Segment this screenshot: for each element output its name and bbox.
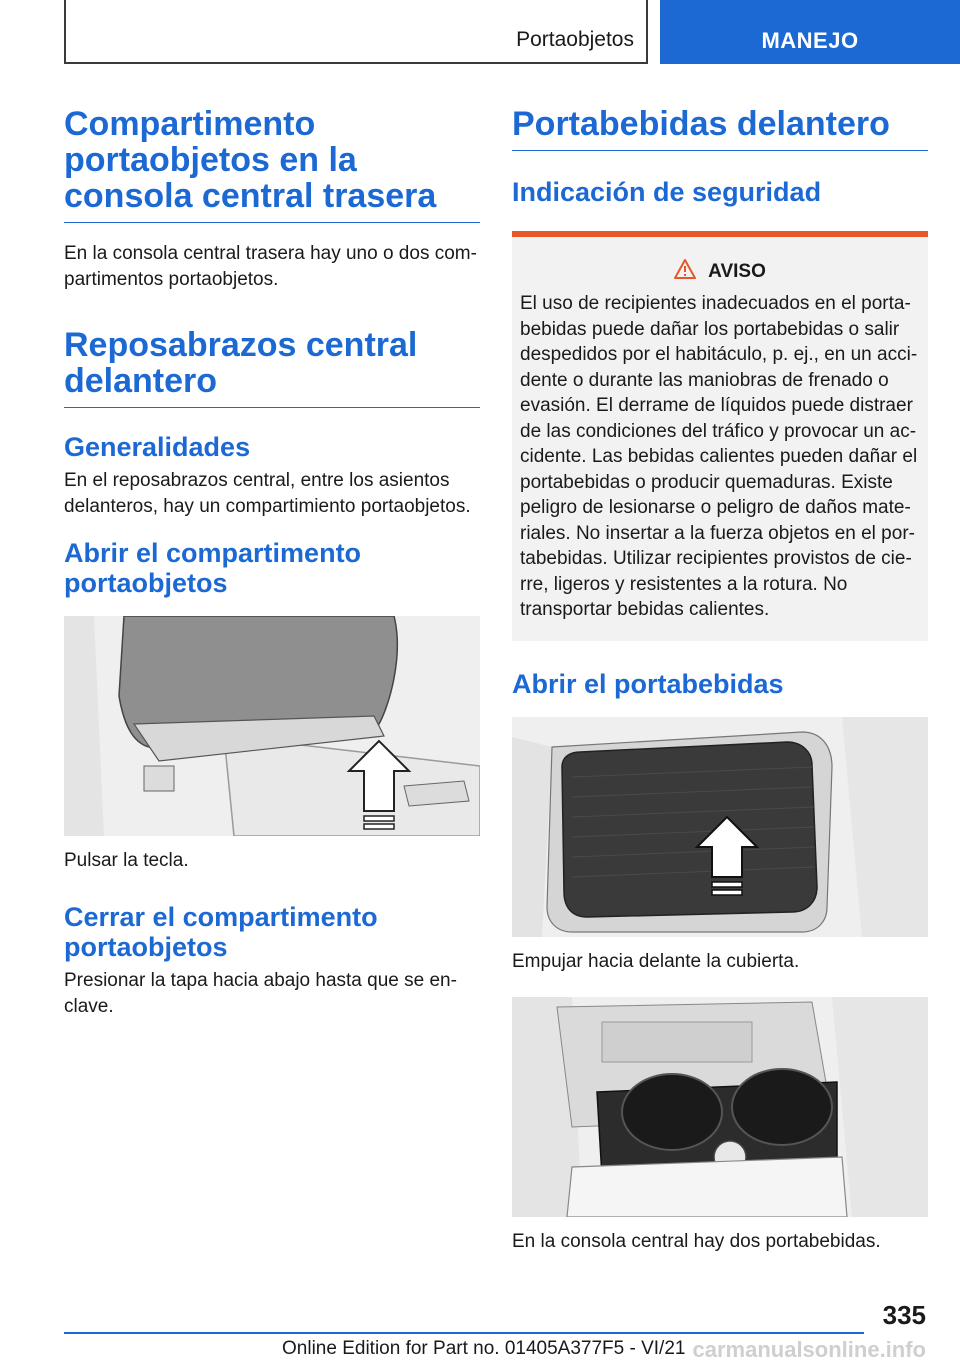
warning-text: El uso de recipientes inadecuados en el porta-bebidas puede dañar los portabebidas o salir despedidos por el habitáculo, p. ej., en un acci-dente o durante las maniobras de frenado o evasión. El derrame de líquidos puede distraer de las condiciones del tráfico y provocar un ac-cidente. Las bebidas calientes pueden dañar el portabebidas o producir quemaduras. Existe peligro de lesionarse o peligro de daños mate-riales. No insertar a la fuerza objetos en el por-tabebidas. Utilizar recipientes provistos de cie-rre, ligeros y resistentes a la rotura. No transportar bebidas calientes.: [520, 293, 918, 620]
caption-two-cupholders: En la consola central hay dos portabebidas.: [512, 1230, 881, 1252]
warning-box: [512, 237, 928, 641]
header-box: [64, 0, 648, 64]
heading-rear-console-compartment: Compartimento portaobjetos en la consola central trasera: [64, 100, 480, 223]
header-section-title: Portaobjetos: [516, 28, 634, 51]
warning-title: AVISO: [708, 261, 766, 282]
warning-title-row: [520, 259, 920, 285]
right-column: [512, 100, 928, 1255]
armrest-illustration: [64, 616, 480, 836]
watermark: carmanualsonline.info: [692, 1337, 926, 1362]
warning-triangle-icon: [674, 259, 696, 285]
caption-push-cover: Empujar hacia delante la cubierta.: [512, 950, 800, 972]
paragraph-close: Presionar la tapa hacia abajo hasta que se en-clave.: [64, 970, 457, 1017]
heading-safety: Indicación de seguridad: [512, 177, 822, 207]
heading-open-cupholder: Abrir el portabebidas: [512, 668, 784, 699]
page-number: 335: [882, 1300, 926, 1330]
left-column: [64, 100, 480, 1020]
heading-general: Generalidades: [64, 432, 251, 462]
heading-front-cupholder: Portabebidas delantero: [512, 100, 928, 151]
heading-open-compartment: Abrir el compartimento portaobjetos: [64, 538, 362, 598]
footer-edition: Online Edition for Part no. 01405A377F5 - VI/21: [282, 1338, 686, 1359]
cupholder-open-illustration: [512, 997, 928, 1217]
cupholder-cover-illustration: [512, 717, 928, 937]
heading-close-compartment: Cerrar el compartimento portaobjetos: [64, 902, 378, 962]
heading-front-armrest: Reposabrazos central delantero: [64, 319, 480, 408]
chapter-tab: MANEJO: [660, 0, 960, 64]
paragraph-rear-console: En la consola central trasera hay uno o dos com-partimentos portaobjetos.: [64, 243, 477, 290]
footer-rule: [64, 1332, 864, 1334]
paragraph-general: En el reposabrazos central, entre los asientos delanteros, hay un compartimiento portaobjetos.: [64, 470, 471, 517]
caption-press-button: Pulsar la tecla.: [64, 850, 189, 871]
